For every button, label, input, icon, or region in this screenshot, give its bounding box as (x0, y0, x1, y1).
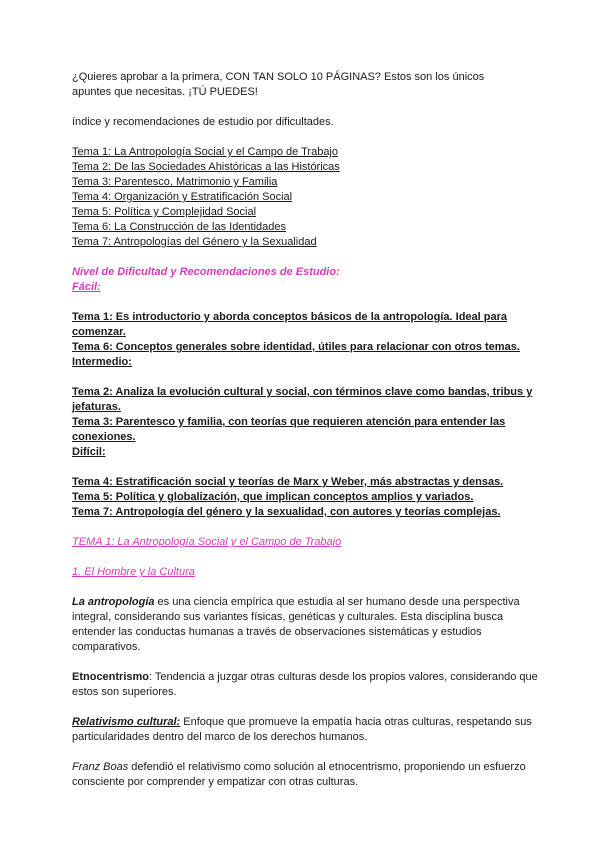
toc-link-tema-4[interactable]: Tema 4: Organización y Estratificación Social (72, 191, 293, 203)
hard-item-3: Tema 7: Antropología del género y la sexualidad, con autores y teorías complejas. (72, 506, 501, 518)
term-etnocentrismo: Etnocentrismo (72, 671, 150, 683)
toc-link-tema-1[interactable]: Tema 1: La Antropología Social y el Campo de Trabajo (72, 146, 338, 158)
text-antropologia: es una ciencia empírica que estudia al ser humano desde una perspectiva integral, considerando sus variantes físicas, genéticas y culturales. Esta disciplina busca entender las conductas humanas a través de observaciones sistemáticas y estudios comparativos. (72, 596, 520, 653)
term-relativismo: Relativismo cultural: (72, 716, 181, 728)
text-relativismo: Enfoque que promueve la empatía hacia otras culturas, respetando sus particularidades dentro del marco de los derechos humanos. (72, 716, 532, 743)
intermediate-item-2: Tema 3: Parentesco y familia, con teorías que requieren atención para entender las conexiones. (72, 416, 506, 443)
text-boas: defendió el relativismo como solución al etnocentrismo, proponiendo un esfuerzo consciente por comprender y empatizar con otras culturas. (72, 761, 526, 788)
document-page (72, 70, 542, 790)
intermediate-label: Intermedio: (72, 356, 132, 368)
intermediate-item-1: Tema 2: Analiza la evolución cultural y social, con términos clave como bandas, tribus y jefaturas. (72, 386, 533, 413)
easy-item-1: Tema 1: Es introductorio y aborda conceptos básicos de la antropología. Ideal para comenzar. (72, 311, 508, 338)
intro-line-1: ¿Quieres aprobar a la primera, CON TAN SOLO 10 PÁGINAS? Estos son los únicos (72, 71, 485, 83)
hard-item-2: Tema 5: Política y globalización, que implican conceptos amplios y variados. (72, 491, 474, 503)
toc-link-tema-5[interactable]: Tema 5: Política y Complejidad Social (72, 206, 257, 218)
difficulty-title: Nivel de Dificultad y Recomendaciones de Estudio: (72, 266, 340, 278)
term-antropologia: La antropología (72, 596, 155, 608)
text-etnocentrismo: : Tendencia a juzgar otras culturas desde los propios valores, considerando que estos son superiores. (72, 671, 538, 698)
hard-label: Difícil: (72, 446, 106, 458)
easy-item-2: Tema 6: Conceptos generales sobre identidad, útiles para relacionar con otros temas. (72, 341, 520, 353)
paragraph-boas (72, 760, 542, 790)
toc-link-tema-7[interactable]: Tema 7: Antropologías del Género y la Sexualidad (72, 236, 317, 248)
toc-link-tema-6[interactable]: Tema 6: La Construcción de las Identidades (72, 221, 287, 233)
subsection-title: 1. El Hombre y la Cultura (72, 566, 195, 578)
paragraph-relativismo (72, 715, 542, 745)
section-title: TEMA 1: La Antropología Social y el Campo de Trabajo (72, 536, 342, 548)
table-of-contents (72, 145, 542, 250)
paragraph-etnocentrismo (72, 670, 542, 700)
index-title: índice y recomendaciones de estudio por dificultades. (72, 116, 334, 128)
toc-link-tema-2[interactable]: Tema 2: De las Sociedades Ahistóricas a las Históricas (72, 161, 340, 173)
toc-link-tema-3[interactable]: Tema 3: Parentesco, Matrimonio y Familia (72, 176, 278, 188)
paragraph-antropologia (72, 595, 542, 655)
easy-label: Fácil: (72, 281, 101, 293)
hard-item-1: Tema 4: Estratificación social y teorías de Marx y Weber, más abstractas y densas. (72, 476, 504, 488)
intro-line-2: apuntes que necesitas. ¡TÚ PUEDES! (72, 86, 258, 98)
term-boas: Franz Boas (72, 761, 129, 773)
